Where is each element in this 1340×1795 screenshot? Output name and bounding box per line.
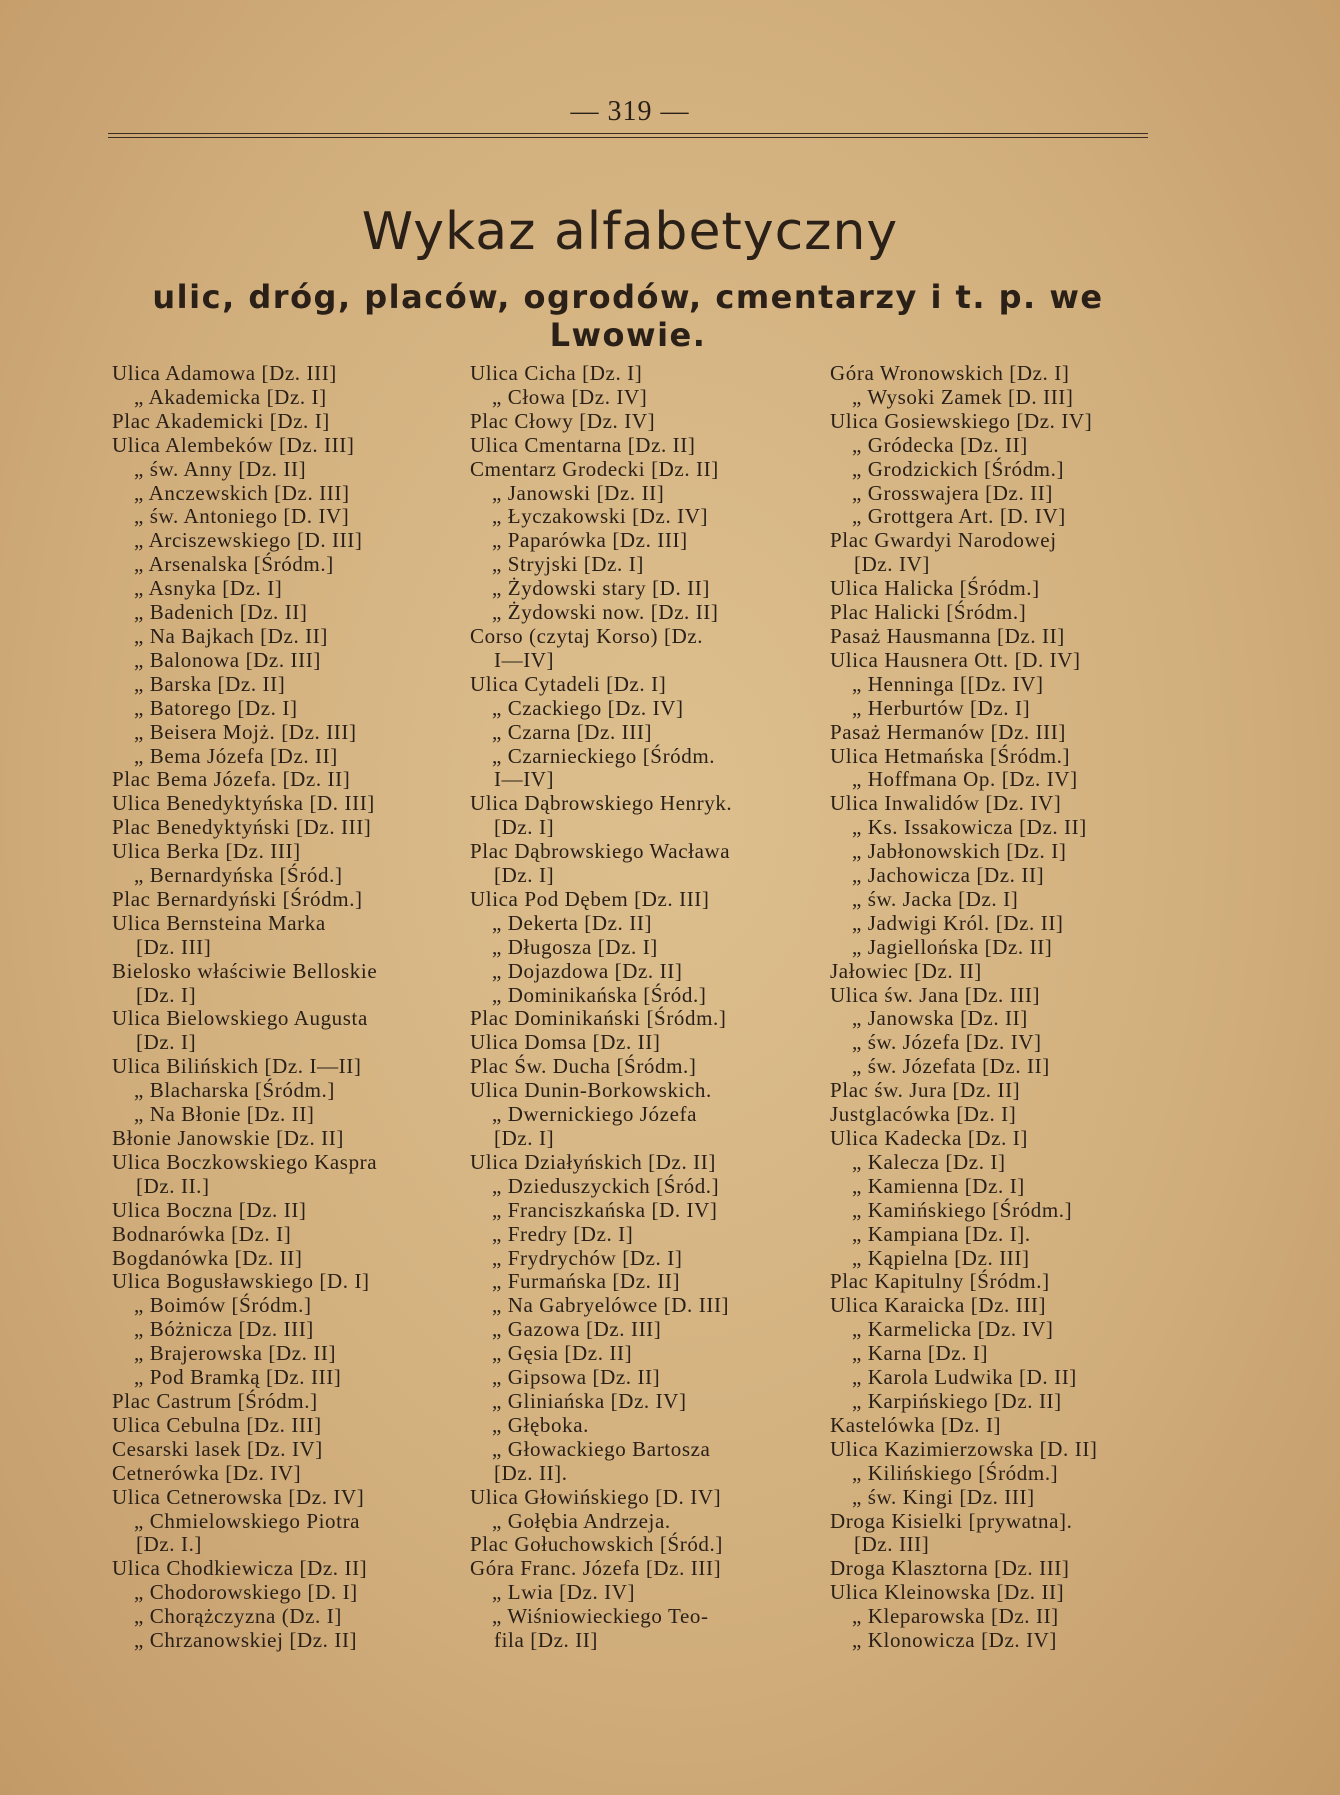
index-entry: Plac Bema Józefa. [Dz. II]	[112, 767, 351, 792]
index-entry: Ulica Benedyktyńska [D. III]	[112, 791, 375, 816]
index-entry: Ulica św. Jana [Dz. III]	[830, 982, 1041, 1007]
index-entry: „ Chorążczyzna (Dz. I]	[134, 1604, 342, 1629]
index-entry: „ Akademicka [Dz. I]	[134, 384, 327, 409]
index-entry: [Dz. I]	[136, 982, 197, 1007]
index-entry: „ Henninga [[Dz. IV]	[852, 671, 1044, 696]
index-entry: „ Lwia [Dz. IV]	[492, 1580, 636, 1605]
index-entry: Ulica Cytadeli [Dz. I]	[470, 671, 667, 696]
index-entry: „ Karpińskiego [Dz. II]	[852, 1388, 1062, 1413]
index-entry: Cetnerówka [Dz. IV]	[112, 1460, 302, 1485]
index-entry: „ Frydrychów [Dz. I]	[492, 1245, 683, 1270]
index-entry: „ Dzieduszyckich [Śród.]	[492, 1173, 720, 1198]
index-entry: Ulica Inwalidów [Dz. IV]	[830, 791, 1062, 816]
index-entry: Ulica Hetmańska [Śródm.]	[830, 743, 1071, 768]
index-entry: „ Ks. Issakowicza [Dz. II]	[852, 815, 1087, 840]
index-entry: Ulica Bogusławskiego [D. I]	[112, 1269, 370, 1294]
index-entry: Ulica Hausnera Ott. [D. IV]	[830, 647, 1081, 672]
index-entry: „ Wysoki Zamek [D. III]	[852, 384, 1074, 409]
index-entry: „ Barska [Dz. II]	[134, 671, 286, 696]
index-entry: „ Cłowa [Dz. IV]	[492, 384, 648, 409]
index-entry: Ulica Alembeków [Dz. III]	[112, 432, 355, 457]
index-entry: „ Żydowski stary [D. II]	[492, 576, 710, 601]
index-entry: „ Chmielowskiego Piotra	[134, 1508, 361, 1533]
index-entry: [Dz. I]	[494, 863, 555, 888]
index-entry: „ Arciszewskiego [D. III]	[134, 528, 363, 553]
index-entry: Ulica Chodkiewicza [Dz. II]	[112, 1556, 368, 1581]
index-entry: Ulica Adamowa [Dz. III]	[112, 361, 337, 385]
index-entry: „ Czarna [Dz. III]	[492, 719, 653, 744]
index-entry: Plac Dąbrowskiego Wacława	[470, 839, 731, 864]
index-entry: I—IV]	[494, 767, 555, 792]
index-entry: „ Wiśniowieckiego Teo-	[492, 1604, 709, 1629]
index-entry: Ulica Dąbrowskiego Henryk.	[470, 791, 733, 816]
index-entry: Plac Bernardyński [Śródm.]	[112, 886, 363, 911]
index-entry: Kastelówka [Dz. I]	[830, 1412, 1002, 1437]
index-entry: Bielosko właściwie Belloskie	[112, 958, 378, 983]
index-entry: „ Jachowicza [Dz. II]	[852, 863, 1045, 888]
index-entry: „ Żydowski now. [Dz. II]	[492, 600, 719, 625]
index-entry: Droga Klasztorna [Dz. III]	[830, 1556, 1070, 1581]
index-entry: Ulica Cebulna [Dz. III]	[112, 1412, 322, 1437]
index-entry: „ Bema Józefa [Dz. II]	[134, 743, 338, 768]
index-entry: Plac Kapitulny [Śródm.]	[830, 1269, 1050, 1294]
index-entry: Plac Castrum [Śródm.]	[112, 1388, 318, 1413]
index-entry: „ Kamienna [Dz. I]	[852, 1173, 1025, 1198]
index-entry: Ulica Cmentarna [Dz. II]	[470, 432, 696, 457]
index-entry: „ Herburtów [Dz. I]	[852, 695, 1031, 720]
index-entry: „ Beisera Mojż. [Dz. III]	[134, 719, 357, 744]
index-entry: „ Na Bajkach [Dz. II]	[134, 623, 328, 648]
index-entry: Ulica Boczna [Dz. II]	[112, 1197, 307, 1222]
index-entry: Ulica Dunin-Borkowskich.	[470, 1078, 712, 1103]
index-entry: „ Gazowa [Dz. III]	[492, 1317, 662, 1342]
index-entry: „ Długosza [Dz. I]	[492, 934, 658, 959]
index-entry: Bogdanówka [Dz. II]	[112, 1245, 303, 1270]
index-entry: [Dz. I.]	[136, 1532, 203, 1557]
index-entry: „ Na Błonie [Dz. II]	[134, 1102, 315, 1127]
index-entry: „ Klonowicza [Dz. IV]	[852, 1628, 1058, 1653]
index-entry: „ św. Antoniego [D. IV]	[134, 504, 350, 529]
index-entry: „ Boimów [Śródm.]	[134, 1293, 312, 1318]
index-column-3	[830, 362, 1175, 1653]
index-entry: „ Głęboka.	[492, 1412, 589, 1437]
index-entry: Ulica Działyńskich [Dz. II]	[470, 1149, 716, 1174]
index-entry: „ Hoffmana Op. [Dz. IV]	[852, 767, 1078, 792]
index-entry: Droga Kisielki [prywatna].	[830, 1508, 1073, 1533]
index-entry: Ulica Gosiewskiego [Dz. IV]	[830, 408, 1093, 433]
index-entry: „ Na Gabryelówce [D. III]	[492, 1293, 730, 1318]
index-entry: Plac Akademicki [Dz. I]	[112, 408, 330, 433]
index-entry: „ Fredry [Dz. I]	[492, 1221, 634, 1246]
index-column-1	[112, 362, 457, 1653]
index-entry: fila [Dz. II]	[494, 1628, 598, 1653]
index-entry: „ Gołębia Andrzeja.	[492, 1508, 671, 1533]
index-column-2	[470, 362, 815, 1653]
index-entry: „ Janowska [Dz. II]	[852, 1006, 1028, 1031]
index-entry: Ulica Cicha [Dz. I]	[470, 361, 643, 385]
index-entry: Plac Benedyktyński [Dz. III]	[112, 815, 372, 840]
index-entry: „ św. Józefata [Dz. II]	[852, 1054, 1050, 1079]
index-entry: „ Karmelicka [Dz. IV]	[852, 1317, 1054, 1342]
index-entry: Plac Dominikański [Śródm.]	[470, 1006, 727, 1031]
index-entry: Ulica Kleinowska [Dz. II]	[830, 1580, 1065, 1605]
index-entry: „ Chrzanowskiej [Dz. II]	[134, 1628, 358, 1653]
index-entry: Ulica Domsa [Dz. II]	[470, 1030, 661, 1055]
index-entry: Ulica Boczkowskiego Kaspra	[112, 1149, 378, 1174]
index-entry: „ Czarnieckiego [Śródm.	[492, 743, 716, 768]
index-entry: Ulica Pod Dębem [Dz. III]	[470, 886, 710, 911]
index-entry: „ Kilińskiego [Śródm.]	[852, 1460, 1059, 1485]
index-entry: „ Głowackiego Bartosza	[492, 1436, 711, 1461]
index-entry: „ Jagiellońska [Dz. II]	[852, 934, 1053, 959]
index-entry: „ Arsenalska [Śródm.]	[134, 552, 334, 577]
index-entry: „ Kalecza [Dz. I]	[852, 1149, 1006, 1174]
index-entry: [Dz. II.]	[136, 1173, 210, 1198]
index-entry: Ulica Halicka [Śródm.]	[830, 576, 1040, 601]
index-entry: „ Bernardyńska [Śród.]	[134, 863, 343, 888]
page-number: — 319 —	[570, 96, 690, 127]
index-entry: Ulica Bilińskich [Dz. I—II]	[112, 1054, 362, 1079]
header-rule	[108, 133, 1148, 138]
index-entry: Pasaż Hermanów [Dz. III]	[830, 719, 1066, 744]
index-entry: „ Brajerowska [Dz. II]	[134, 1341, 337, 1366]
index-entry: Plac Cłowy [Dz. IV]	[470, 408, 656, 433]
index-entry: „ Dojazdowa [Dz. II]	[492, 958, 683, 983]
index-entry: „ św. Kingi [Dz. III]	[852, 1484, 1035, 1509]
index-entry: Ulica Bernsteina Marka	[112, 910, 326, 935]
index-entry: „ Blacharska [Śródm.]	[134, 1078, 335, 1103]
index-entry: „ Furmańska [Dz. II]	[492, 1269, 681, 1294]
index-entry: Ulica Głowińskiego [D. IV]	[470, 1484, 722, 1509]
index-entry: „ Jabłonowskich [Dz. I]	[852, 839, 1067, 864]
index-entry: [Dz. IV]	[854, 552, 930, 577]
index-entry: [Dz. I]	[136, 1030, 197, 1055]
index-entry: „ Grodzickich [Śródm.]	[852, 456, 1065, 481]
index-entry: „ św. Józefa [Dz. IV]	[852, 1030, 1042, 1055]
index-entry: Cesarski lasek [Dz. IV]	[112, 1436, 323, 1461]
index-entry: [Dz. I]	[494, 1126, 555, 1150]
index-entry: „ Kamińskiego [Śródm.]	[852, 1197, 1073, 1222]
index-entry: Ulica Bielowskiego Augusta	[112, 1006, 368, 1031]
index-entry: Ulica Berka [Dz. III]	[112, 839, 301, 864]
index-entry: Corso (czytaj Korso) [Dz.	[470, 623, 704, 648]
index-entry: „ Asnyka [Dz. I]	[134, 576, 283, 601]
index-entry: „ Badenich [Dz. II]	[134, 600, 308, 625]
index-entry: Plac Św. Ducha [Śródm.]	[470, 1054, 697, 1079]
index-entry: „ Paparówka [Dz. III]	[492, 528, 688, 553]
index-entry: „ Jadwigi Król. [Dz. II]	[852, 910, 1064, 935]
index-entry: Błonie Janowskie [Dz. II]	[112, 1126, 344, 1150]
index-entry: Bodnarówka [Dz. I]	[112, 1221, 292, 1246]
index-entry: „ Gęsia [Dz. II]	[492, 1341, 633, 1366]
index-entry: Plac Gwardyi Narodowej	[830, 528, 1057, 553]
index-entry: „ Kąpielna [Dz. III]	[852, 1245, 1030, 1270]
index-entry: „ Gliniańska [Dz. IV]	[492, 1388, 687, 1413]
index-entry: „ Gródecka [Dz. II]	[852, 432, 1028, 457]
page-title: Wykaz alfabetyczny	[361, 202, 899, 262]
index-entry: „ Dwernickiego Józefa	[492, 1102, 698, 1127]
index-entry: Plac Halicki [Śródm.]	[830, 600, 1027, 625]
index-entry: „ Anczewskich [Dz. III]	[134, 480, 350, 505]
index-entry: „ Franciszkańska [D. IV]	[492, 1197, 718, 1222]
index-entry: Góra Wronowskich [Dz. I]	[830, 361, 1070, 385]
index-entry: [Dz. I]	[494, 815, 555, 840]
index-entry: „ Stryjski [Dz. I]	[492, 552, 644, 577]
page-subtitle: ulic, dróg, placów, ogrodów, cmentarzy i t. p. we Lwowie.	[152, 278, 1104, 354]
index-entry: Ulica Kadecka [Dz. I]	[830, 1126, 1028, 1150]
index-entry: „ Chodorowskiego [D. I]	[134, 1580, 358, 1605]
index-entry: [Dz. II].	[494, 1460, 568, 1485]
index-entry: Ulica Kazimierzowska [D. II]	[830, 1436, 1098, 1461]
index-entry: „ Kampiana [Dz. I].	[852, 1221, 1031, 1246]
index-entry: „ Karna [Dz. I]	[852, 1341, 989, 1366]
index-entry: Justglacówka [Dz. I]	[830, 1102, 1017, 1127]
index-entry: „ Janowski [Dz. II]	[492, 480, 665, 505]
index-entry: Plac św. Jura [Dz. II]	[830, 1078, 1021, 1103]
index-entry: „ Gipsowa [Dz. II]	[492, 1365, 661, 1390]
index-entry: „ Czackiego [Dz. IV]	[492, 695, 684, 720]
index-entry: „ Kleparowska [Dz. II]	[852, 1604, 1059, 1629]
index-entry: „ św. Anny [Dz. II]	[134, 456, 307, 481]
index-entry: Ulica Karaicka [Dz. III]	[830, 1293, 1047, 1318]
index-entry: „ Balonowa [Dz. III]	[134, 647, 321, 672]
index-entry: Pasaż Hausmanna [Dz. II]	[830, 623, 1065, 648]
index-entry: „ Dekerta [Dz. II]	[492, 910, 653, 935]
index-entry: „ Pod Bramką [Dz. III]	[134, 1365, 342, 1390]
index-entry: „ Karola Ludwika [D. II]	[852, 1365, 1077, 1390]
index-entry: „ Grosswajera [Dz. II]	[852, 480, 1053, 505]
index-entry: „ Grottgera Art. [D. IV]	[852, 504, 1066, 529]
index-entry: „ Batorego [Dz. I]	[134, 695, 298, 720]
index-entry: [Dz. III]	[854, 1532, 930, 1557]
index-entry: „ Łyczakowski [Dz. IV]	[492, 504, 709, 529]
index-entry: Ulica Cetnerowska [Dz. IV]	[112, 1484, 365, 1509]
index-entry: „ św. Jacka [Dz. I]	[852, 886, 1019, 911]
index-entry: „ Dominikańska [Śród.]	[492, 982, 707, 1007]
index-entry: Jałowiec [Dz. II]	[830, 958, 982, 983]
index-entry: Plac Gołuchowskich [Śród.]	[470, 1532, 723, 1557]
index-entry: Góra Franc. Józefa [Dz. III]	[470, 1556, 722, 1581]
index-entry: [Dz. III]	[136, 934, 212, 959]
index-entry: Cmentarz Grodecki [Dz. II]	[470, 456, 719, 481]
index-entry: „ Bóżnicza [Dz. III]	[134, 1317, 314, 1342]
index-entry: I—IV]	[494, 647, 555, 672]
